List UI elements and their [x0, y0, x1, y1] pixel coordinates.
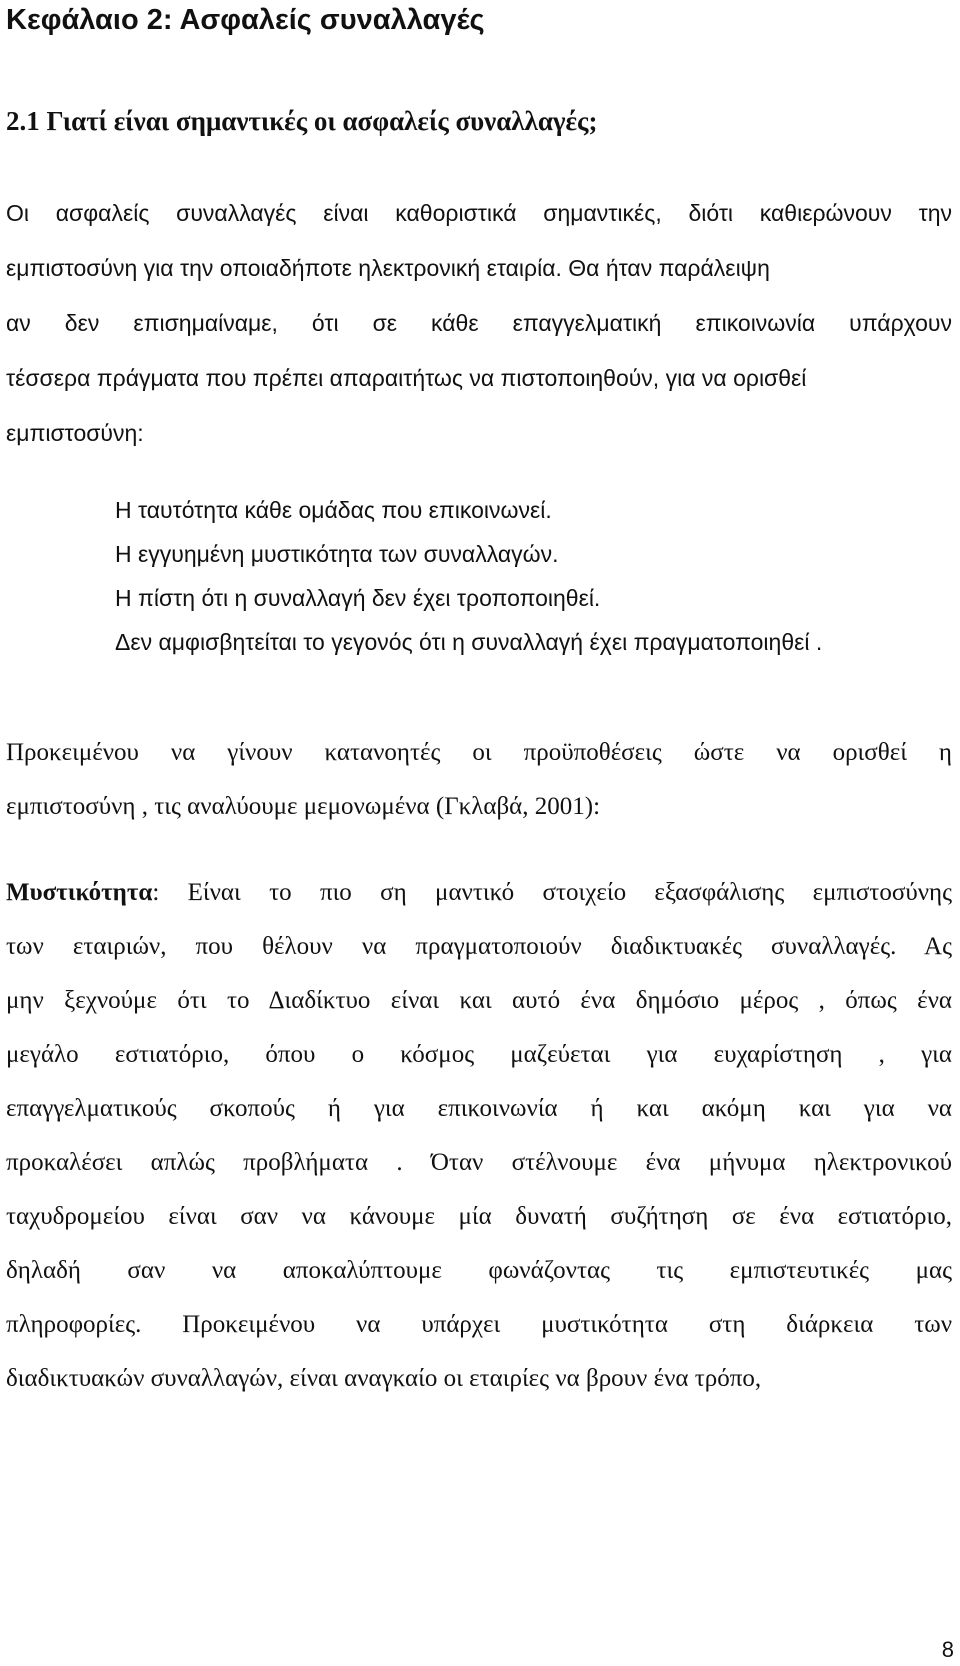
list-item: Η πίστη ότι η συναλλαγή δεν έχει τροποποιηθεί. [115, 585, 601, 611]
paragraph-line: εμπιστοσύνη , τις αναλύουμε μεμονωμένα (Γκλαβά, 2001): [6, 793, 601, 820]
paragraph-line: μεγάλο εστιατόριο, όπου ο κόσμος μαζεύεται για ευχαρίστηση , για [6, 1041, 952, 1068]
paragraph-line: πληροφορίες. Προκειμένου να υπάρχει μυστικότητα στη διάρκεια των [6, 1311, 952, 1338]
paragraph-line: ταχυδρομείου είναι σαν να κάνουμε μία δυνατή συζήτηση σε ένα εστιατόριο, [6, 1203, 952, 1230]
paragraph-line: Προκειμένου να γίνουν κατανοητές οι προϋποθέσεις ώστε να ορισθεί η [6, 739, 952, 766]
paragraph-line: τέσσερα πράγματα που πρέπει απαραιτήτως να πιστοποιηθούν, για να ορισθεί [6, 365, 807, 391]
paragraph-line: δηλαδή σαν να αποκαλύπτουμε φωνάζοντας τις εμπιστευτικές μας [6, 1257, 952, 1284]
trust-requirements-list [115, 488, 822, 664]
section-title: 2.1 Γιατί είναι σημαντικές οι ασφαλείς συναλλαγές; [6, 106, 598, 136]
list-item: Δεν αμφισβητείται το γεγονός ότι η συναλλαγή έχει πραγματοποιηθεί . [115, 629, 823, 655]
confidentiality-paragraph [6, 866, 952, 1406]
paragraph-line: αν δεν επισημαίναμε, ότι σε κάθε επαγγελματική επικοινωνία υπάρχουν [6, 310, 952, 336]
analysis-paragraph [6, 726, 952, 834]
paragraph-line: μην ξεχνούμε ότι το Διαδίκτυο είναι και αυτό ένα δημόσιο μέρος , όπως ένα [6, 987, 952, 1014]
paragraph-line: εμπιστοσύνη για την οποιαδήποτε ηλεκτρονική εταιρία. Θα ήταν παράλειψη [6, 255, 770, 281]
paragraph-line: επαγγελματικούς σκοπούς ή για επικοινωνία ή και ακόμη και για να [6, 1095, 952, 1122]
paragraph-line [6, 866, 952, 920]
paragraph-line-rest: : Είναι το πιο ση μαντικό στοιχείο εξασφάλισης εμπιστοσύνης [152, 879, 952, 906]
paragraph-line: Οι ασφαλείς συναλλαγές είναι καθοριστικά σημαντικές, διότι καθιερώνουν την [6, 200, 952, 226]
paragraph-line: προκαλέσει απλώς προβλήματα . Όταν στέλνουμε ένα μήνυμα ηλεκτρονικού [6, 1149, 952, 1176]
paragraph-line: των εταιριών, που θέλουν να πραγματοποιούν διαδικτυακές συναλλαγές. Ας [6, 933, 952, 960]
list-item: Η ταυτότητα κάθε ομάδας που επικοινωνεί. [115, 497, 552, 523]
list-item: Η εγγυημένη μυστικότητα των συναλλαγών. [115, 541, 559, 567]
confidentiality-term: Μυστικότητα [6, 879, 153, 906]
paragraph-line: εμπιστοσύνη: [6, 420, 144, 446]
paragraph-line: διαδικτυακών συναλλαγών, είναι αναγκαίο οι εταιρίες να βρουν ένα τρόπο, [6, 1365, 762, 1392]
page-number: 8 [941, 1637, 954, 1662]
chapter-title: Κεφάλαιο 2: Ασφαλείς συναλλαγές [6, 4, 485, 36]
intro-paragraph [6, 186, 952, 461]
